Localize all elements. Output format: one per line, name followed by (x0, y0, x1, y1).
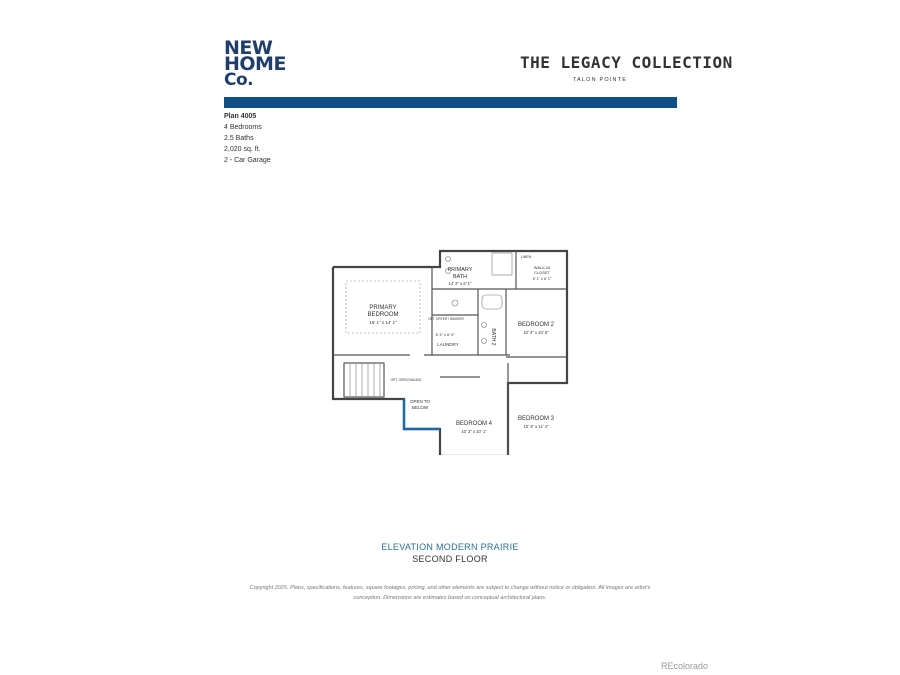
label-bedroom3: BEDROOM 3 (517, 416, 555, 422)
collection-heading (520, 53, 733, 83)
community-name: TALON POINTE (572, 77, 628, 83)
label-linen: LINEN (520, 255, 532, 259)
label-bedroom4: BEDROOM 4 (455, 421, 493, 427)
sink-3 (482, 323, 487, 328)
dims-bedroom3: 10' 3" x 11' 4" (523, 424, 549, 429)
copyright-disclaimer: Copyright 2025. Plans, specifications, features, square footages, pricing, and other elements are subject to change without notice or obligation. All images are artist's conception. Dimensions are estimates based on conceptual architectural plans. (249, 585, 651, 601)
dims-laundry: 6' 4" x 6' 0" (435, 333, 455, 337)
label-primary-bath: PRIMARY (447, 267, 473, 273)
label-open-to-below: OPEN TO (409, 399, 431, 404)
svg-text:BELOW: BELOW (411, 405, 429, 410)
dims-walk-in-closet: 8' 1" x 6' 1" (532, 277, 552, 281)
label-railing: OPT. OPEN RAILING (390, 378, 422, 382)
dims-primary-bedroom: 16' 1" x 14' 1" (369, 320, 397, 325)
logo-line-new: NEW (224, 37, 273, 59)
sink-4 (482, 339, 487, 344)
plan-sqft: 2,020 sq. ft. (224, 146, 261, 153)
second-floor-plan (330, 245, 570, 455)
label-bath2: BATH 2 (490, 328, 496, 346)
plan-bedrooms: 4 Bedrooms (224, 124, 262, 131)
sink-1 (446, 257, 451, 262)
floor-name: SECOND FLOOR (412, 554, 488, 564)
label-laundry: LAUNDRY (437, 342, 459, 347)
collection-title: THE LEGACY COLLECTION (520, 53, 733, 72)
plan-garage: 2 - Car Garage (224, 157, 271, 164)
plan-info (224, 111, 271, 166)
dims-bedroom4: 10' 2" x 10' 1" (461, 429, 487, 434)
plan-caption (0, 541, 900, 565)
toilet (452, 300, 458, 306)
svg-text:CLOSET: CLOSET (533, 270, 551, 275)
new-home-co-logo (224, 37, 294, 96)
dims-primary-bath: 14' 2" x 6' 1" (448, 281, 472, 286)
logo-line-home: HOME (224, 53, 286, 75)
svg-text:BEDROOM: BEDROOM (367, 312, 399, 318)
plan-name: Plan 4005 (224, 113, 257, 120)
label-walk-in-closet: WALK-IN (533, 265, 551, 270)
shower (492, 253, 512, 275)
label-bedroom2: BEDROOM 2 (517, 322, 555, 328)
header-bar (224, 97, 677, 108)
svg-text:BATH: BATH (452, 274, 468, 280)
plan-baths: 2.5 Baths (224, 135, 254, 142)
label-rail: OPT. DRYER / WASHER (428, 317, 464, 321)
recolorado-watermark: REcolorado (660, 661, 708, 671)
elevation-name: ELEVATION MODERN PRAIRIE (381, 542, 519, 552)
label-primary-bedroom: PRIMARY (369, 305, 397, 311)
tub (482, 295, 502, 309)
dims-bedroom2: 10' 3" x 10' 6" (523, 330, 549, 335)
logo-line-co: Co. (224, 70, 254, 90)
